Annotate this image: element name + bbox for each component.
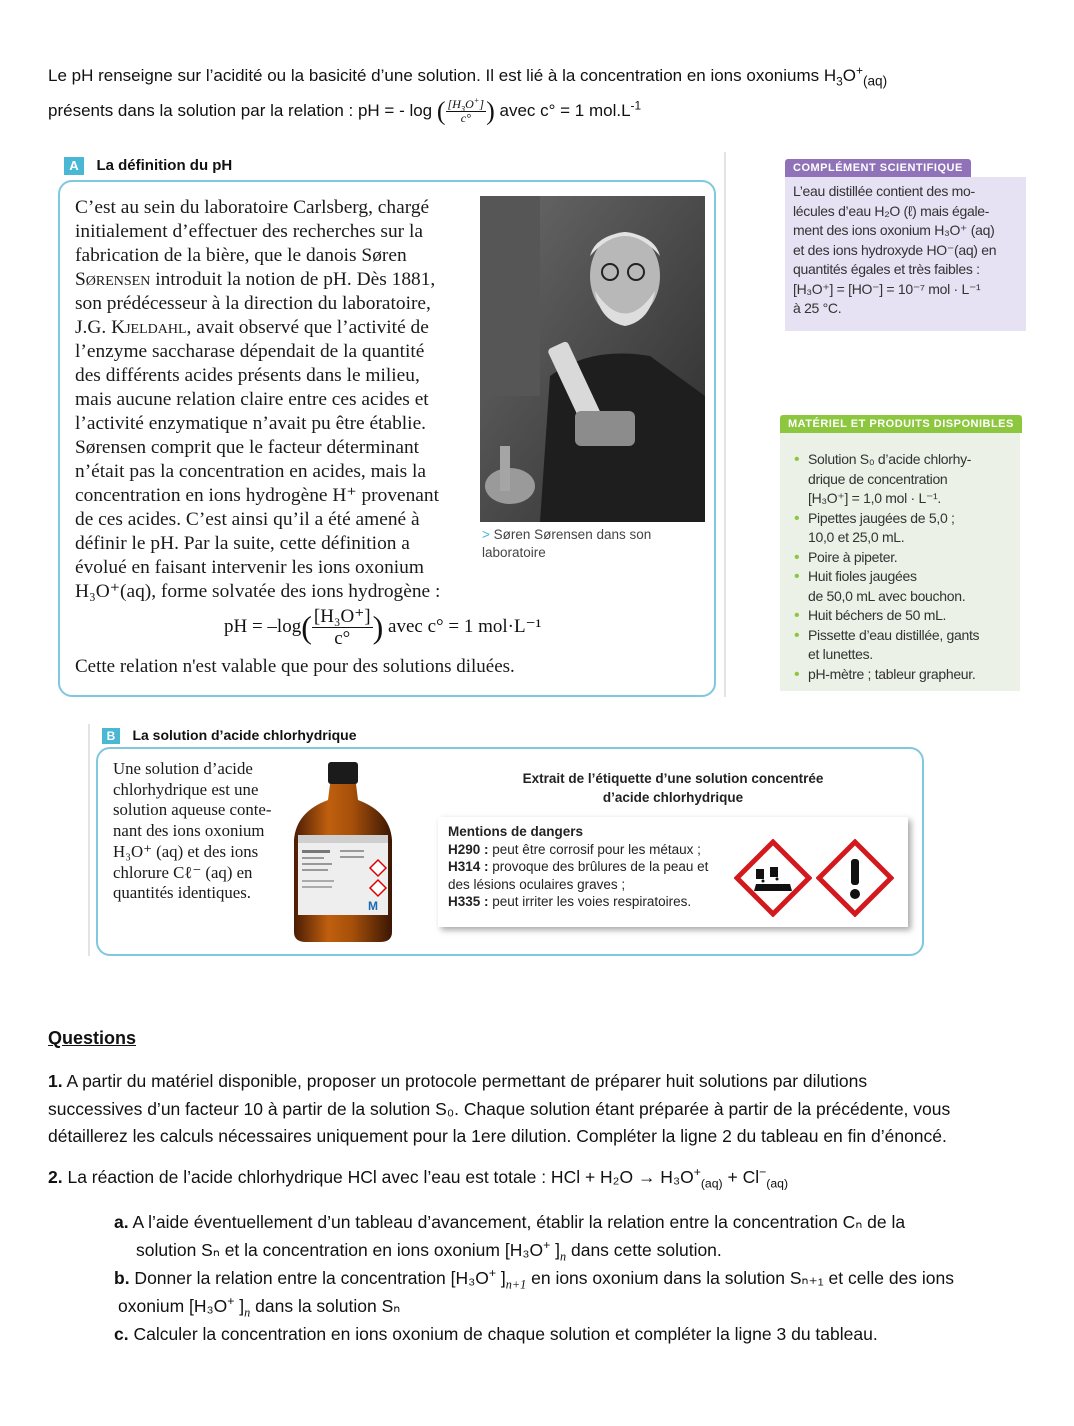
column-divider <box>724 152 726 697</box>
materiel-box <box>780 433 1020 691</box>
section-a-text: C’est au sein du laboratoire Carlsberg, chargé initialement d’effectuer des recherches sur la fabrication de la bière, que le danois Søren Sørensen introduit la notion de pH. Dès 1881, son prédécesseur à la direction du laboratoire, J.G. Kjeldahl, avait observé que l’activité de l’enzyme saccharase dépendait de la quantité des différents acides présents dans le milieu, mais aucune relation claire entre ces acides et l’activité enzymatique n’avait pu être établie. Sørensen comprit que le facteur déterminant n’était pas la concentration en acides, mais la concentration en ions hydrogène H⁺ provenant de ces acides. C’est ainsi qu’il a été amené à définir le pH. Par la suite, cette définition a évolué en faisant intervenir les ions oxonium H₃O⁺(aq), forme solvatée des ions hydrogène : <box>75 197 441 602</box>
intro-line-2: présents dans la solution par la relation : pH = - log ( $\frac{[H_3O^+]}{c^\circ}$ ) avec c° = 1 $mol.L^{-1}$ <box>48 96 642 126</box>
materiel-item: • Huit fioles jaugées de 50,0 mL avec bouchon. <box>794 567 1020 606</box>
section-a-tag: A <box>64 157 84 175</box>
materiel-item: • Huit béchers de 50 mL. <box>794 606 1020 626</box>
complement-box: L’eau distillée contient des mo- lécules d’eau H₂O (ℓ) mais égale- ment des ions oxonium H₃O⁺ (aq) et des ions hydroxyde HO⁻(aq) en quantités égales et très faibles : [H₃O⁺] = [HO⁻] = 10⁻⁷ mol · L⁻¹ à 25 °C. <box>785 177 1026 331</box>
corrosive-pictogram-icon <box>734 839 812 917</box>
materiel-label: MATÉRIEL ET PRODUITS DISPONIBLES <box>780 414 1022 432</box>
section-b-title: La solution d’acide chlorhydrique <box>132 727 357 743</box>
materiel-item: • Solution S₀ d’acide chlorhy- drique de concentration [H₃O⁺] = 1,0 mol · L⁻¹. <box>794 450 1020 509</box>
materiel-item: • Poire à pipeter. <box>794 548 1020 568</box>
section-b-divider <box>88 724 90 956</box>
photo-caption: > Søren Sørensen dans son laboratoire <box>482 527 652 560</box>
svg-text:M: M <box>368 899 378 913</box>
section-b-header <box>102 727 356 745</box>
complement-label: COMPLÉMENT SCIENTIFIQUE <box>785 158 971 176</box>
exclamation-pictogram-icon <box>816 839 894 917</box>
materiel-item: • Pissette d’eau distillée, gants et lunettes. <box>794 626 1020 665</box>
intro-line-1: Le pH renseigne sur l’acidité ou la basicité d’une solution. Il est lié à la concentration en ions oxoniums $H_3O^+_{(aq)}$ <box>48 63 888 89</box>
section-b-tag: B <box>102 728 120 744</box>
ph-formula: pH = –log( $\frac{\text{[H₃O⁺]}}{c^\circ}$ ) avec c° = 1 mol·L⁻¹ <box>224 606 542 649</box>
section-a-closing: Cette relation n'est valable que pour des solutions diluées. <box>75 656 515 677</box>
acid-bottle-image <box>290 760 396 944</box>
sorensen-photo <box>480 196 705 522</box>
question-2a: a. A l’aide éventuellement d’un tableau d’avancement, établir la relation entre la concentration Cₙ de la solution Sₙ et la concentration en ions oxonium [H₃O+ ]$_n$ dans cette solution. <box>114 1212 906 1263</box>
question-2c: c. Calculer la concentration en ions oxonium de chaque solution et compléter la ligne 3 du tableau. <box>114 1324 878 1344</box>
section-b-text: Une solution d’acide chlorhydrique est une solution aqueuse conte- nant des ions oxonium H₃O⁺ (aq) et des ions chlorure Cℓ⁻ (aq) en quantités identiques. <box>113 759 272 903</box>
materiel-item: • Pipettes jaugées de 5,0 ; 10,0 et 25,0 mL. <box>794 509 1020 548</box>
materiel-item: • pH-mètre ; tableur grapheur. <box>794 665 1020 685</box>
section-a-title: La définition du pH <box>96 157 233 174</box>
dangers-title: Mentions de dangers <box>448 824 584 839</box>
hazard-label-card: Mentions de dangers H290 : peut être corrosif pour les métaux ; H314 : provoque des brûlures de la peau et des lésions oculaires graves ; H335 : peut irriter les voies respiratoires. <box>438 817 908 927</box>
question-2: 2. La réaction de l’acide chlorhydrique HCl avec l’eau est totale : HCl + $H_2O \to H_3O^+_{(aq)} + Cl^-_{(aq)}$ <box>48 1165 789 1191</box>
label-extract-title: Extrait de l’étiquette d’une solution concentrée d’acide chlorhydrique <box>522 771 824 805</box>
section-a-header <box>64 157 232 175</box>
question-1: 1. A partir du matériel disponible, proposer un protocole permettant de préparer huit solutions par dilutions successives d’un facteur 10 à partir de la solution S₀. Chaque solution étant préparée à partir de la précédente, vous détaillerez les calculs nécessaires uniquement pour la 1ere dilution. Compléter la ligne 2 du tableau en fin d’énoncé. <box>48 1071 951 1146</box>
question-2b: b. Donner la relation entre la concentration [H₃O+ ]$_{n+1}$ en ions oxonium dans la solution Sₙ₊₁ et celle des ions oxonium [H₃O+ ]$_n$ dans la solution Sₙ <box>114 1266 955 1319</box>
questions-title: Questions <box>48 1028 137 1048</box>
